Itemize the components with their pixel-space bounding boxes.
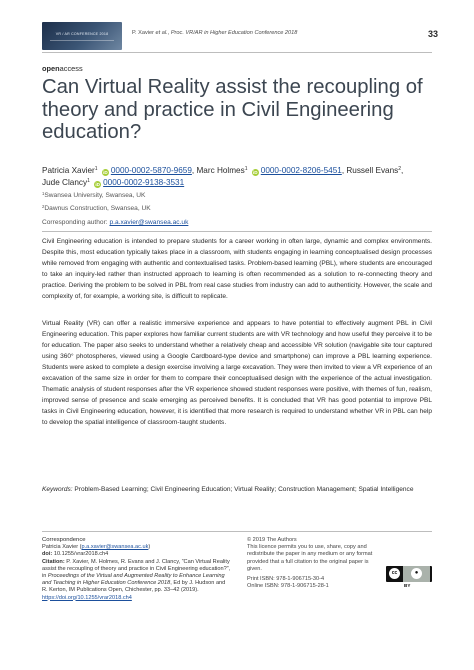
author-name: Russell Evans: [346, 166, 399, 175]
doi-value: 10.1255/vrar2018.ch4: [53, 551, 109, 558]
paper-title: Can Virtual Reality assist the recoupling of theory and practice in Civil Engineering education?: [42, 76, 423, 143]
conference-logo: [42, 22, 122, 50]
author-sup: 2: [398, 166, 402, 172]
orcid-icon: iD: [103, 170, 108, 175]
attribution-icon: ●: [411, 568, 422, 579]
print-isbn: Print ISBN: 978-1-906715-30-4: [247, 576, 325, 583]
running-head: [132, 30, 297, 36]
openaccess-open: open: [42, 64, 60, 73]
affiliation: [42, 192, 145, 199]
copyright: © 2019 The Authors: [247, 537, 297, 543]
cc-by-license-icon[interactable]: [386, 566, 432, 582]
footer-rule: [42, 531, 432, 532]
openaccess-label: [42, 64, 83, 73]
abstract-paragraph-2: Virtual Reality (VR) can offer a realistic immersive experience and appears to have potential to effectively augment PBL in Civil Engineering education. This paper explores how familiar current students are with VR technology and how useful they perceive it to be for education. The paper also seeks to understand whether a relatively cheap and accessible VR solution (navigable site tour captured using 360° photospheres, viewed using a Google Cardboard-type device and smartphone) can improve a PBL learning experience. Students were asked to complete a design exercise involving a large excavation. They were then invited to view a VR experience of an excavation of the same size in order for them to compare their conceptualised design with the experience of the actual investigation. Thematic analysis of student responses after the VR experience showed student responses were positive, with themes of fun, realism, improved sense of presence and scale emerging as perceived benefits. It is concluded that VR has good potential to improve PBL tasks in Civil Engineering education, however, it is identified that more research is required to understand whether VR in PBL can help to develop the spatial intelligence of classroom-taught students.: [42, 320, 433, 426]
correspondence-line: [42, 544, 232, 551]
corresponding-email-link[interactable]: p.a.xavier@swansea.ac.uk: [109, 219, 189, 226]
page-number: 33: [428, 29, 439, 39]
orcid-link[interactable]: 0000-0002-8206-5451: [260, 166, 342, 175]
orcid-icon: iD: [252, 170, 258, 175]
affiliation-text: Swansea University, Swansea, UK: [44, 192, 146, 199]
correspondence-close: ): [148, 544, 151, 551]
affiliation: [42, 205, 151, 212]
citation-label: Citation:: [42, 558, 65, 565]
abstract-paragraph-1: Civil Engineering education is intended to prepare students for a career working in often large, dynamic and complex environments. Despite this, most education typically takes place in a classroom, with students engaging in learning conceptualised design processes while removed from engaging with authentic and contextualised tasks. Problem-based learning (PBL), where students are encouraged to take an inquiry-led rather than instructed approach to learning is often recommended as a solution to re-connecting theory and practice. Deriving the problem to be solved in PBL from real case studies from industry can add to authenticity. However, the scale and complexity of, for example, a working site, is difficult to replicate.: [42, 238, 432, 300]
correspondence-label: Correspondence: [42, 537, 86, 543]
citation-doi-link[interactable]: https://doi.org/10.1255/vrar2018.ch4: [42, 594, 132, 601]
corresponding-label: Corresponding author:: [42, 219, 108, 226]
citation-proceedings: Proceedings of the Virtual and Augmented Reality to Enhance Learning and Teaching in Higher Education Conference 2018: [42, 573, 225, 587]
by-label: BY: [404, 583, 411, 588]
licence-text: This licence permits you to use, share, copy and redistribute the paper in any medium or any format provided that a full citation to the original paper is given.: [247, 544, 373, 572]
header-rule: [42, 52, 432, 53]
running-head-proc: Proc. VR/AR in Higher Education Conference 2018: [170, 30, 298, 36]
author-sup: 1: [244, 166, 248, 172]
logo-decoration: [50, 40, 114, 44]
orcid-icon: iD: [95, 181, 100, 187]
orcid-link[interactable]: 0000-0002-9138-3531: [103, 177, 185, 187]
footer-citation-block: [42, 537, 232, 602]
keywords-label: Keywords:: [42, 486, 73, 493]
running-head-etal: et al.: [155, 30, 168, 36]
keywords: [42, 486, 432, 493]
running-head-authors: P. Xavier: [132, 30, 154, 36]
conference-logo-text: VR / AR CONFERENCE 2018: [55, 32, 109, 36]
author-name: Patricia Xavier: [42, 166, 95, 175]
by-panel: [403, 566, 430, 582]
online-isbn: Online ISBN: 978-1-906715-28-1: [247, 583, 329, 590]
affiliation-text: Dawnus Construction, Swansea, UK: [44, 205, 151, 212]
citation-rest: , Ed by J. Hudson and R. Kerton, IM Publications Open, Chichester, pp. 33–42 (2019).: [42, 580, 226, 594]
citation: [42, 559, 232, 602]
affiliation-sup: 1: [42, 191, 45, 196]
author-sup: 1: [87, 177, 90, 184]
correspondence-email-link[interactable]: p.a.xavier@swansea.ac.uk: [81, 544, 149, 551]
author-sup: 1: [94, 166, 98, 172]
authors-rule: [42, 231, 432, 232]
openaccess-access: access: [59, 64, 83, 73]
doi-label: doi:: [42, 551, 53, 558]
corresponding-author: [42, 219, 188, 226]
correspondence-name: Patricia Xavier (: [42, 544, 82, 551]
author-name: Marc Holmes: [196, 166, 245, 175]
keywords-text: Problem-Based Learning; Civil Engineering Education; Virtual Reality; Construction Management; Spatial Intelligence: [74, 486, 414, 493]
author-name: Jude Clancy: [42, 177, 88, 187]
cc-icon: cc: [389, 568, 400, 579]
author-list: Patricia Xavier$^1$ iD 0000-0002-5870-9659, Marc Holmes$^1$ iD 0000-0002-8206-5451, Russell Evans$^2$, Jude Clancy$^1$ iD 0000-0002-9138-3531: [42, 166, 404, 187]
running-head-sep: ,: [167, 30, 170, 36]
citation-text: P. Xavier, M. Holmes, R. Evans and J. Clancy, “Can Virtual Reality assist the recoupling of theory and practice in Civil Engineering education?”, in: [42, 558, 231, 580]
doi-line: [42, 551, 232, 558]
affiliation-sup: 2: [42, 204, 45, 209]
orcid-link[interactable]: 0000-0002-5870-9659: [110, 166, 192, 175]
